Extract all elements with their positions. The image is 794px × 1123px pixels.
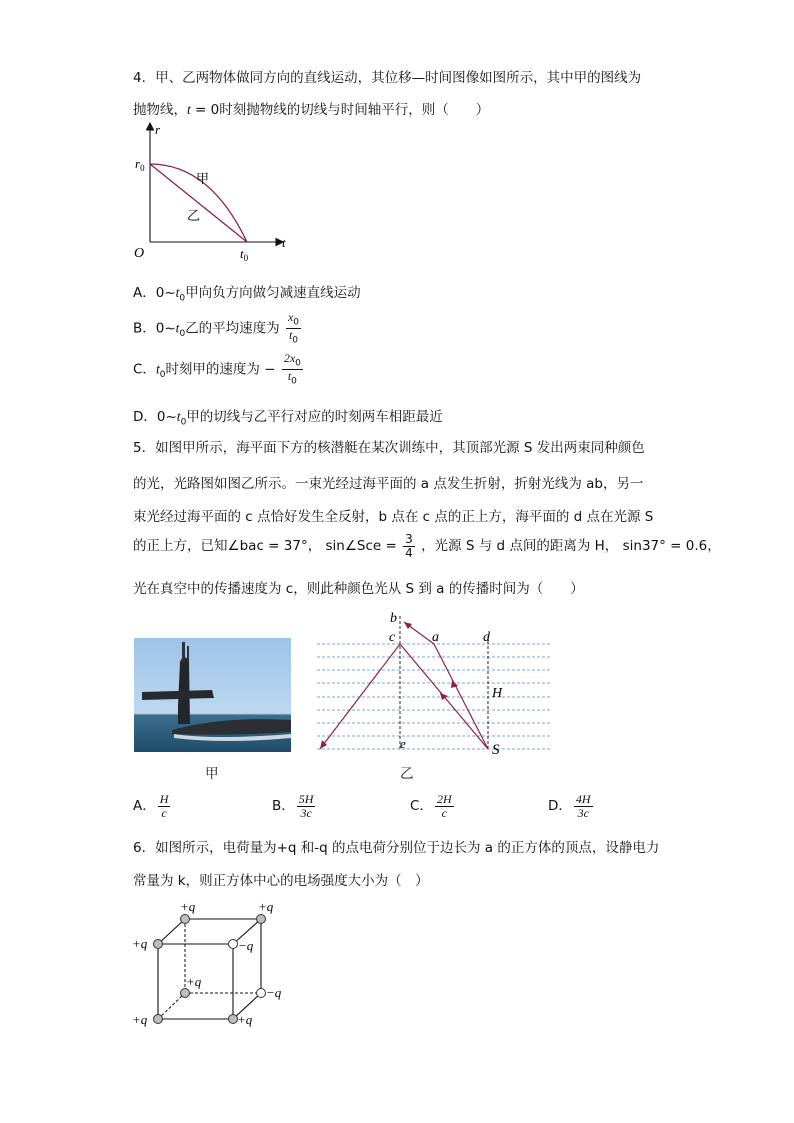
q4-option-b: B．$0\sim t_0$乙的平均速度为 $\frac{x_0}{t_0}$ <box>133 310 300 346</box>
q4-option-d: D．$0\sim t_0$甲的切线与乙平行对应的时刻两车相距最近 <box>133 409 443 428</box>
q4-displacement-time-graph <box>130 120 300 265</box>
charge-top-back-right <box>257 915 266 924</box>
svg-text:−q: −q <box>266 985 282 1000</box>
q5-option-b: B． $\frac{5H}{3c}$ <box>272 792 314 820</box>
svg-text:+q: +q <box>186 974 202 989</box>
svg-text:+q: +q <box>180 899 196 914</box>
q5-stem-line3: 束光经过海平面的 c 点恰好发生全反射，b 点在 c 点的正上方，海平面的 d 点在光源 S <box>133 509 654 525</box>
photo-caption: 甲 <box>205 766 219 782</box>
svg-text:a: a <box>432 630 439 645</box>
t0-label: $t_0$ <box>240 246 249 263</box>
q5-stem-line2: 的光，光路图如图乙所示。一束光经过海平面的 a 点发生折射，折射光线为 ab，另一 <box>133 476 644 492</box>
q4-stem-line2: 抛物线，t = 0时刻抛物线的切线与时间轴平行，则（ ） <box>133 102 490 118</box>
svg-text:b: b <box>390 611 397 626</box>
q4-option-c-fraction: $\frac{2x_0}{t_0}$ <box>283 351 301 387</box>
charge-bot-front-left <box>154 1015 163 1024</box>
charge-bot-back-right <box>257 989 266 998</box>
q5-option-a: A． $\frac{H}{c}$ <box>133 792 169 820</box>
origin-label: O <box>134 246 145 261</box>
svg-text:e: e <box>400 736 406 751</box>
jia-label: 甲 <box>196 172 210 187</box>
yi-label: 乙 <box>187 209 201 224</box>
svg-text:c: c <box>389 630 396 645</box>
q6-stem-line2: 常量为 k，则正方体中心的电场强度大小为（ ） <box>133 873 429 889</box>
x-axis-label: t <box>282 235 286 250</box>
charge-top-back-left <box>181 915 190 924</box>
q5-stem-line5: 光在真空中的传播速度为 c，则此种颜色光从 S 到 a 的传播时间为（ ） <box>133 581 584 597</box>
water-lines <box>317 644 552 749</box>
svg-text:S: S <box>492 742 500 758</box>
r0-label: $r_0$ <box>135 156 145 173</box>
y-axis-label: r <box>155 122 161 137</box>
q5-option-d: D． $\frac{4H}{3c}$ <box>548 792 591 820</box>
svg-text:+q: +q <box>132 1012 148 1027</box>
q5-option-c: C． $\frac{2H}{c}$ <box>410 792 452 820</box>
diagram-caption: 乙 <box>400 766 414 782</box>
q4-option-c: C．$t_0$时刻甲的速度为 − $\frac{2x_0}{t_0}$ <box>133 351 301 387</box>
svg-text:+q: +q <box>132 936 148 951</box>
charge-bot-back-left <box>181 989 190 998</box>
charge-top-front-left <box>154 940 163 949</box>
charge-top-front-right <box>229 940 238 949</box>
cube-charges-diagram <box>130 898 295 1033</box>
q5-stem-line1: 5．如图甲所示，海平面下方的核潜艇在某次训练中，其顶部光源 S 发出两束同种颜色 <box>133 440 645 456</box>
ray-c-reflected <box>320 644 400 749</box>
q4-stem-line1: 4．甲、乙两物体做同方向的直线运动，其位移—时间图像如图所示，其中甲的图线为 <box>133 70 642 86</box>
svg-text:H: H <box>492 686 503 701</box>
submarine-photo <box>134 638 291 752</box>
arrow-to-b <box>404 622 412 629</box>
svg-text:+q: +q <box>258 899 274 914</box>
q4-option-b-fraction: $\frac{x_0}{t_0}$ <box>287 310 300 346</box>
light-path-diagram <box>312 608 557 763</box>
svg-text:+q: +q <box>237 1012 253 1027</box>
svg-text:−q: −q <box>238 938 254 953</box>
q6-stem-line1: 6．如图所示，电荷量为+q 和-q 的点电荷分别位于边长为 a 的正方体的顶点，设静电力 <box>133 840 660 856</box>
svg-text:d: d <box>483 630 490 645</box>
arrow-up-a <box>451 680 458 688</box>
q4-option-a: A．$0\sim t_0$甲向负方向做匀减速直线运动 <box>133 285 361 304</box>
q5-stem-line4: 的正上方，已知∠bac = 37°， sin∠Sce = $\frac{3}{4}$ ，光源 S 与 d 点间的距离为 H， sin37° = 0.6， <box>133 532 721 560</box>
